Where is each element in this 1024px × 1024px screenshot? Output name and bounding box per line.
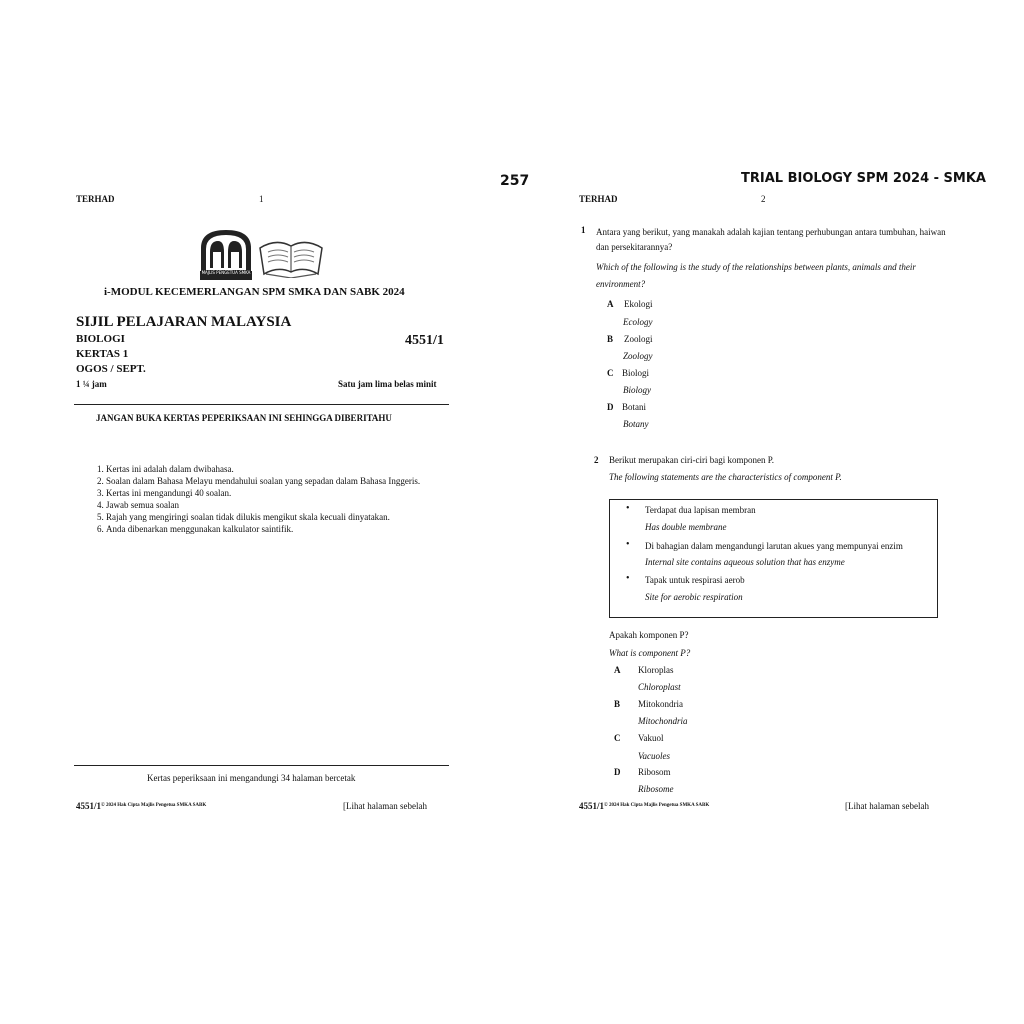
q2-text-en: The following statements are the characteristics of component P. <box>609 472 842 482</box>
q1-option-d[interactable]: Botani <box>622 402 646 412</box>
q1-option-letter: C <box>607 368 614 378</box>
q1-option-letter: D <box>607 402 614 412</box>
q1-option-d-en: Botany <box>623 419 649 429</box>
bullet-icon: • <box>626 573 630 584</box>
page-number: 257 <box>500 173 530 189</box>
paper-code: 4551/1 <box>405 333 444 348</box>
q2-text-bm: Berikut merupakan ciri-ciri bagi komponen P. <box>609 455 774 465</box>
footer-copyright: © 2024 Hak Cipta Majlis Pengetua SMKA SABK <box>101 803 207 808</box>
statement-en: Site for aerobic respiration <box>645 592 743 602</box>
q2-ask-bm: Apakah komponen P? <box>609 630 689 640</box>
q1-option-a-en: Ecology <box>623 317 653 327</box>
instruction-item: 5. Rajah yang mengiringi soalan tidak dilukis mengikut skala kecuali dinyatakan. <box>106 511 426 523</box>
q1-option-b-en: Zoology <box>623 351 653 361</box>
q2-option-letter: A <box>614 665 621 675</box>
footer-copyright: © 2024 Hak Cipta Majlis Pengetua SMKA SABK <box>604 803 710 808</box>
q1-text-bm: Antara yang berikut, yang manakah adalah kajian tentang perhubungan antara tumbuhan, haiwan dan persekitarannya? <box>596 227 946 252</box>
q2-option-letter: B <box>614 699 621 709</box>
footer-next: [Lihat halaman sebelah <box>845 801 929 811</box>
q1-option-c[interactable]: Biologi <box>622 368 650 378</box>
terhad-label: TERHAD <box>579 194 618 204</box>
q1-option-b[interactable]: Zoologi <box>624 334 653 344</box>
instruction-item: 2. Soalan dalam Bahasa Melayu mendahului soalan yang sepadan dalam Bahasa Inggeris. <box>106 475 426 487</box>
q2-option-a[interactable]: Kloroplas <box>638 665 674 675</box>
module-title: i-MODUL KECEMERLANGAN SPM SMKA DAN SABK 2024 <box>104 286 405 298</box>
q1-number: 1 <box>581 225 586 235</box>
statement-en: Internal site contains aqueous solution that has enzyme <box>645 557 845 567</box>
footer-code: 4551/1 <box>579 801 605 811</box>
q2-option-letter: C <box>614 733 621 743</box>
divider-bottom <box>74 765 449 766</box>
q2-ask-en: What is component P? <box>609 648 691 658</box>
q2-option-c-en: Vacuoles <box>638 751 670 761</box>
q1-option-letter: A <box>607 299 614 309</box>
q2-option-c[interactable]: Vakuol <box>638 733 664 743</box>
footer-code: 4551/1 <box>76 801 102 811</box>
q2-option-d-en: Ribosome <box>638 784 674 794</box>
exam-name: SIJIL PELAJARAN MALAYSIA <box>76 314 292 330</box>
warning-text: JANGAN BUKA KERTAS PEPERIKSAAN INI SEHINGGA DIBERITAHU <box>96 413 392 423</box>
q2-option-b[interactable]: Mitokondria <box>638 699 683 709</box>
pages-note: Kertas peperiksaan ini mengandungi 34 halaman bercetak <box>147 773 356 783</box>
right-page-no: 2 <box>761 194 766 204</box>
instruction-item: 3. Kertas ini mengandungi 40 soalan. <box>106 487 426 499</box>
bullet-icon: • <box>626 539 630 550</box>
duration: 1 ¼ jam <box>76 379 107 389</box>
left-page-no: 1 <box>259 194 264 204</box>
smka-logo <box>198 228 254 285</box>
q2-option-a-en: Chloroplast <box>638 682 681 692</box>
instruction-item: 4. Jawab semua soalan <box>106 499 426 511</box>
doc-title: TRIAL BIOLOGY SPM 2024 - SMKA <box>741 171 986 186</box>
footer-next: [Lihat halaman sebelah <box>343 801 427 811</box>
paper-number: KERTAS 1 <box>76 348 129 360</box>
statement-bm: Terdapat dua lapisan membran <box>645 505 756 515</box>
bullet-icon: • <box>626 503 630 514</box>
logo-caption: MAJLIS PENGETUA SMKA <box>201 270 251 275</box>
statement-en: Has double membrane <box>645 522 727 532</box>
statement-bm: Di bahagian dalam mengandungi larutan akues yang mempunyai enzim <box>645 541 903 551</box>
instruction-item: 6. Anda dibenarkan menggunakan kalkulator saintifik. <box>106 523 426 535</box>
exam-month: OGOS / SEPT. <box>76 363 146 375</box>
q1-text-en: Which of the following is the study of the relationships between plants, animals and their environment? <box>596 262 916 289</box>
q2-option-letter: D <box>614 767 621 777</box>
divider-top <box>74 404 449 405</box>
statement-bm: Tapak untuk respirasi aerob <box>645 575 745 585</box>
instructions-list <box>76 463 426 535</box>
q1-option-a[interactable]: Ekologi <box>624 299 653 309</box>
q2-option-d[interactable]: Ribosom <box>638 767 671 777</box>
q1-option-letter: B <box>607 334 614 344</box>
duration-words: Satu jam lima belas minit <box>338 379 437 389</box>
terhad-label: TERHAD <box>76 194 115 204</box>
q1-option-c-en: Biology <box>623 385 651 395</box>
subject: BIOLOGI <box>76 333 125 345</box>
q2-number: 2 <box>594 455 599 465</box>
q2-option-b-en: Mitochondria <box>638 716 688 726</box>
quran-book-logo <box>258 234 324 283</box>
instruction-item: 1. Kertas ini adalah dalam dwibahasa. <box>106 463 426 475</box>
